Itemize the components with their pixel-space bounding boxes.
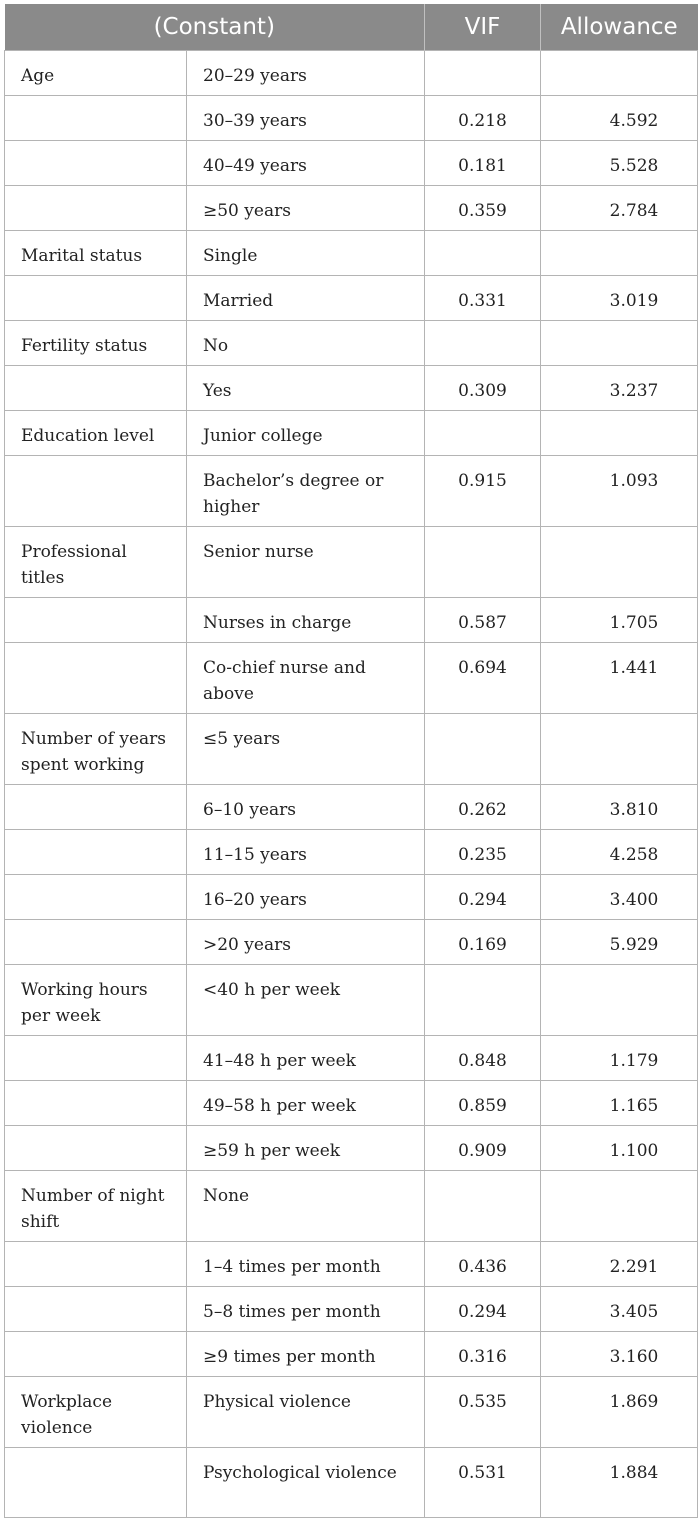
vif-cell: 0.316 [425,1332,541,1377]
header-row [5,4,698,51]
table-row [5,231,698,276]
table-row [5,830,698,875]
table-row [5,276,698,321]
variable-cell [5,785,187,830]
variable-cell [5,920,187,965]
table-row [5,643,698,714]
level-cell: Bachelor’s degree or higher [187,456,425,527]
vif-cell: 0.294 [425,875,541,920]
level-cell: 20–29 years [187,51,425,96]
vif-cell: 0.436 [425,1242,541,1287]
vif-cell [425,231,541,276]
variable-cell [5,1126,187,1171]
allowance-cell: 3.405 [541,1287,698,1332]
vif-cell: 0.531 [425,1448,541,1518]
allowance-cell: 5.528 [541,141,698,186]
table-row [5,1242,698,1287]
vif-cell: 0.587 [425,598,541,643]
variable-cell [5,1448,187,1518]
table-row [5,1036,698,1081]
table-row [5,965,698,1036]
table-row [5,714,698,785]
table-row [5,598,698,643]
allowance-cell: 1.179 [541,1036,698,1081]
vif-cell: 0.915 [425,456,541,527]
table-row [5,1081,698,1126]
table-row [5,785,698,830]
variable-cell: Education level [5,411,187,456]
variable-cell [5,141,187,186]
vif-cell: 0.331 [425,276,541,321]
variable-cell [5,1242,187,1287]
allowance-cell: 1.100 [541,1126,698,1171]
variable-cell [5,456,187,527]
level-cell: ≤5 years [187,714,425,785]
vif-cell: 0.218 [425,96,541,141]
allowance-cell [541,231,698,276]
level-cell: 1–4 times per month [187,1242,425,1287]
allowance-cell [541,714,698,785]
header-vif: VIF [425,4,541,51]
header-constant: (Constant) [5,4,425,51]
variable-cell: Professional titles [5,527,187,598]
variable-cell: Marital status [5,231,187,276]
allowance-cell [541,965,698,1036]
level-cell: Physical violence [187,1377,425,1448]
variable-cell [5,1287,187,1332]
level-cell: 16–20 years [187,875,425,920]
level-cell: <40 h per week [187,965,425,1036]
table-row [5,321,698,366]
variable-cell [5,1036,187,1081]
allowance-cell: 3.400 [541,875,698,920]
vif-cell [425,714,541,785]
allowance-cell: 1.869 [541,1377,698,1448]
vif-cell: 0.859 [425,1081,541,1126]
variable-cell [5,276,187,321]
allowance-cell: 1.441 [541,643,698,714]
table-row [5,1332,698,1377]
variable-cell [5,830,187,875]
level-cell: 30–39 years [187,96,425,141]
table-row [5,1377,698,1448]
variable-cell: Fertility status [5,321,187,366]
vif-cell: 0.309 [425,366,541,411]
allowance-cell: 1.165 [541,1081,698,1126]
allowance-cell: 3.160 [541,1332,698,1377]
allowance-cell: 2.291 [541,1242,698,1287]
variable-cell: Working hours per week [5,965,187,1036]
table-row [5,456,698,527]
level-cell: Nurses in charge [187,598,425,643]
level-cell: Co-chief nurse and above [187,643,425,714]
vif-cell [425,411,541,456]
level-cell: ≥59 h per week [187,1126,425,1171]
table-row [5,96,698,141]
variable-cell [5,875,187,920]
level-cell: 41–48 h per week [187,1036,425,1081]
allowance-cell: 4.258 [541,830,698,875]
vif-cell: 0.909 [425,1126,541,1171]
allowance-cell: 4.592 [541,96,698,141]
level-cell: 49–58 h per week [187,1081,425,1126]
level-cell: Single [187,231,425,276]
vif-cell: 0.359 [425,186,541,231]
level-cell: No [187,321,425,366]
vif-cell: 0.848 [425,1036,541,1081]
variable-cell: Age [5,51,187,96]
table-row [5,366,698,411]
variable-cell: Number of night shift [5,1171,187,1242]
vif-cell [425,51,541,96]
level-cell: >20 years [187,920,425,965]
table-row [5,1171,698,1242]
allowance-cell: 3.810 [541,785,698,830]
level-cell: Senior nurse [187,527,425,598]
table-row [5,186,698,231]
allowance-cell: 2.784 [541,186,698,231]
variable-cell [5,598,187,643]
allowance-cell [541,411,698,456]
vif-cell: 0.262 [425,785,541,830]
variable-cell: Number of years spent working [5,714,187,785]
variable-cell [5,186,187,231]
level-cell: Junior college [187,411,425,456]
table-row [5,527,698,598]
vif-cell: 0.294 [425,1287,541,1332]
variable-cell: Workplace violence [5,1377,187,1448]
allowance-cell [541,321,698,366]
level-cell: Psychological violence [187,1448,425,1518]
table-row [5,875,698,920]
vif-cell: 0.181 [425,141,541,186]
vif-cell: 0.535 [425,1377,541,1448]
allowance-cell: 3.019 [541,276,698,321]
allowance-cell: 3.237 [541,366,698,411]
vif-cell: 0.235 [425,830,541,875]
table-row [5,920,698,965]
variable-cell [5,1332,187,1377]
variable-cell [5,96,187,141]
table-row [5,1126,698,1171]
level-cell: None [187,1171,425,1242]
level-cell: 40–49 years [187,141,425,186]
table-row [5,51,698,96]
table-row [5,1448,698,1518]
allowance-cell: 1.884 [541,1448,698,1518]
level-cell: ≥50 years [187,186,425,231]
variable-cell [5,643,187,714]
level-cell: 11–15 years [187,830,425,875]
vif-cell: 0.694 [425,643,541,714]
allowance-cell [541,527,698,598]
vif-cell: 0.169 [425,920,541,965]
vif-cell [425,1171,541,1242]
table-row [5,141,698,186]
vif-table [4,4,698,1518]
level-cell: ≥9 times per month [187,1332,425,1377]
level-cell: Married [187,276,425,321]
allowance-cell: 5.929 [541,920,698,965]
allowance-cell [541,1171,698,1242]
table-row [5,1287,698,1332]
table-row [5,411,698,456]
level-cell: 6–10 years [187,785,425,830]
allowance-cell: 1.705 [541,598,698,643]
allowance-cell [541,51,698,96]
level-cell: Yes [187,366,425,411]
level-cell: 5–8 times per month [187,1287,425,1332]
variable-cell [5,366,187,411]
header-allowance: Allowance [541,4,698,51]
allowance-cell: 1.093 [541,456,698,527]
vif-cell [425,965,541,1036]
vif-cell [425,527,541,598]
variable-cell [5,1081,187,1126]
vif-cell [425,321,541,366]
